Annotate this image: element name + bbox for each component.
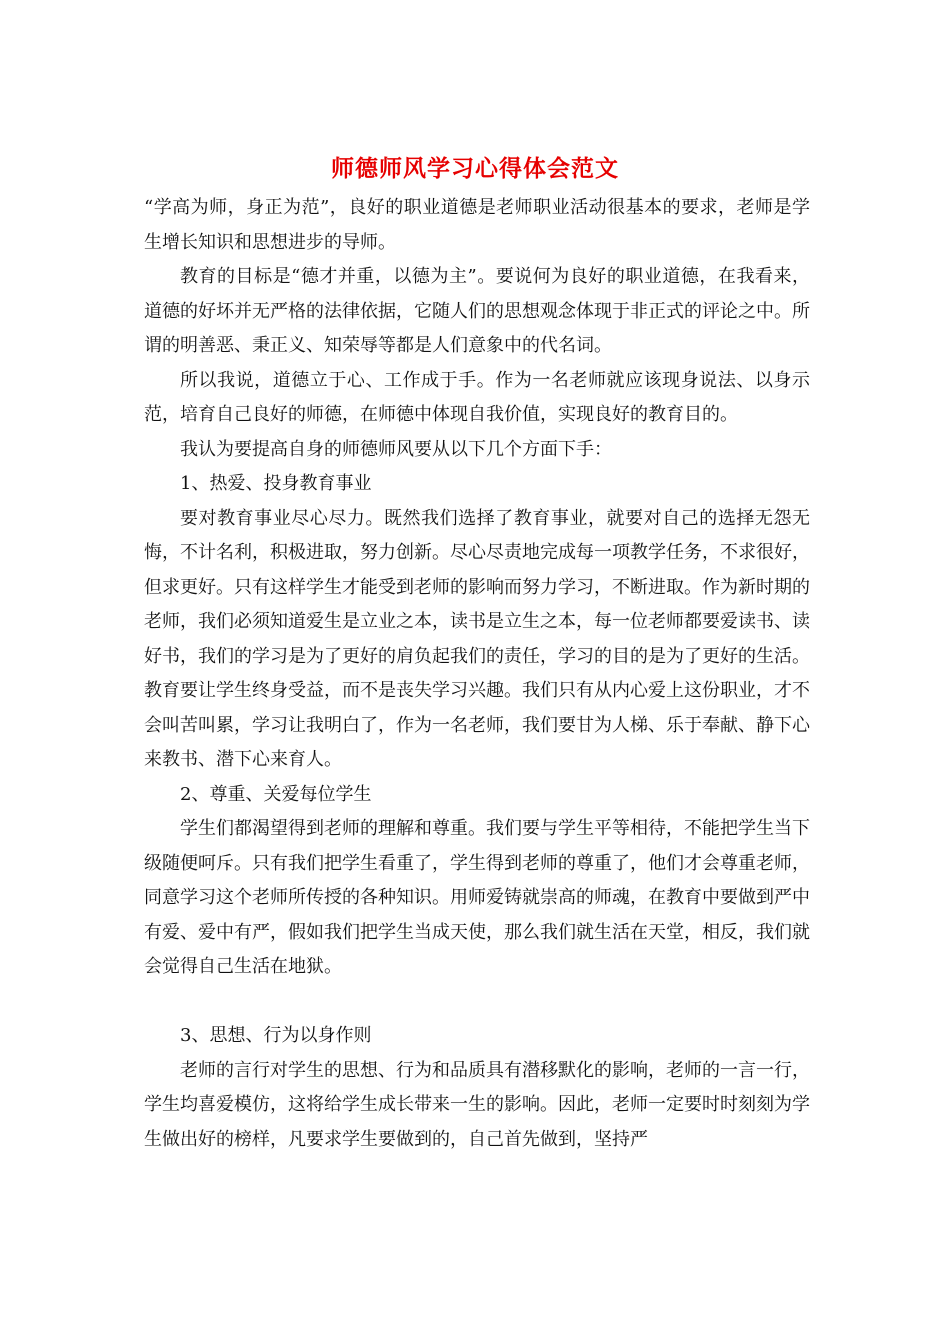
paragraph-goal: 教育的目标是“德才并重，以德为主”。要说何为良好的职业道德，在我看来，道德的好坏并无严格的法律依据，它随人们的思想观念体现于非正式的评论之中。所谓的明善恶、秉正义、知荣辱等都是人们意象中的代名词。 [144, 266, 810, 356]
document-title: 师德师风学习心得体会范文 [331, 155, 619, 182]
paragraph-section-1: 要对教育事业尽心尽力。既然我们选择了教育事业，就要对自己的选择无怨无悔，不计名利，积极进取，努力创新。尽心尽责地完成每一项教学任务，不求很好，但求更好。只有这样学生才能受到老师的影响而努力学习，不断进取。作为新时期的老师，我们必须知道爱生是立业之本，读书是立生之本，每一位老师都要爱读书、读好书，我们的学习是为了更好的肩负起我们的责任，学习的目的是为了更好的生活。教育要让学生终身受益，而不是丧失学习兴趣。我们只有从内心爱上这份职业，才不会叫苦叫累，学习让我明白了，作为一名老师，我们要甘为人梯、乐于奉献、静下心来教书、潜下心来育人。 [144, 507, 810, 770]
section-heading-3: 3、思想、行为以身作则 [180, 1025, 372, 1046]
paragraph-aspects-intro: 我认为要提高自身的师德师风要从以下几个方面下手： [180, 438, 612, 460]
paragraph-morality: 所以我说，道德立于心、工作成于手。作为一名老师就应该现身说法、以身示范，培育自己良好的师德，在师德中体现自我价值，实现良好的教育目的。 [144, 369, 810, 425]
paragraph-section-3: 老师的言行对学生的思想、行为和品质具有潜移默化的影响，老师的一言一行，学生均喜爱模仿，这将给学生成长带来一生的影响。因此，老师一定要时时刻刻为学生做出好的榜样，凡要求学生要做到的，自己首先做到，坚持严 [144, 1059, 810, 1150]
section-heading-2: 2、尊重、关爱每位学生 [180, 783, 372, 805]
section-heading-1: 1、热爱、投身教育事业 [180, 473, 372, 494]
paragraph-section-2: 学生们都渴望得到老师的理解和尊重。我们要与学生平等相待，不能把学生当下级随便呵斥。只有我们把学生看重了，学生得到老师的尊重了，他们才会尊重老师，同意学习这个老师所传授的各种知识。用师爱铸就崇高的师魂，在教育中要做到严中有爱、爱中有严，假如我们把学生当成天使，那么我们就生活在天堂，相反，我们就会觉得自己生活在地狱。 [144, 818, 810, 977]
document-body [144, 191, 810, 1157]
paragraph-intro: “学高为师，身正为范”，良好的职业道德是老师职业活动很基本的要求，老师是学生增长知识和思想进步的导师。 [144, 197, 810, 253]
blank-line [144, 985, 810, 1020]
